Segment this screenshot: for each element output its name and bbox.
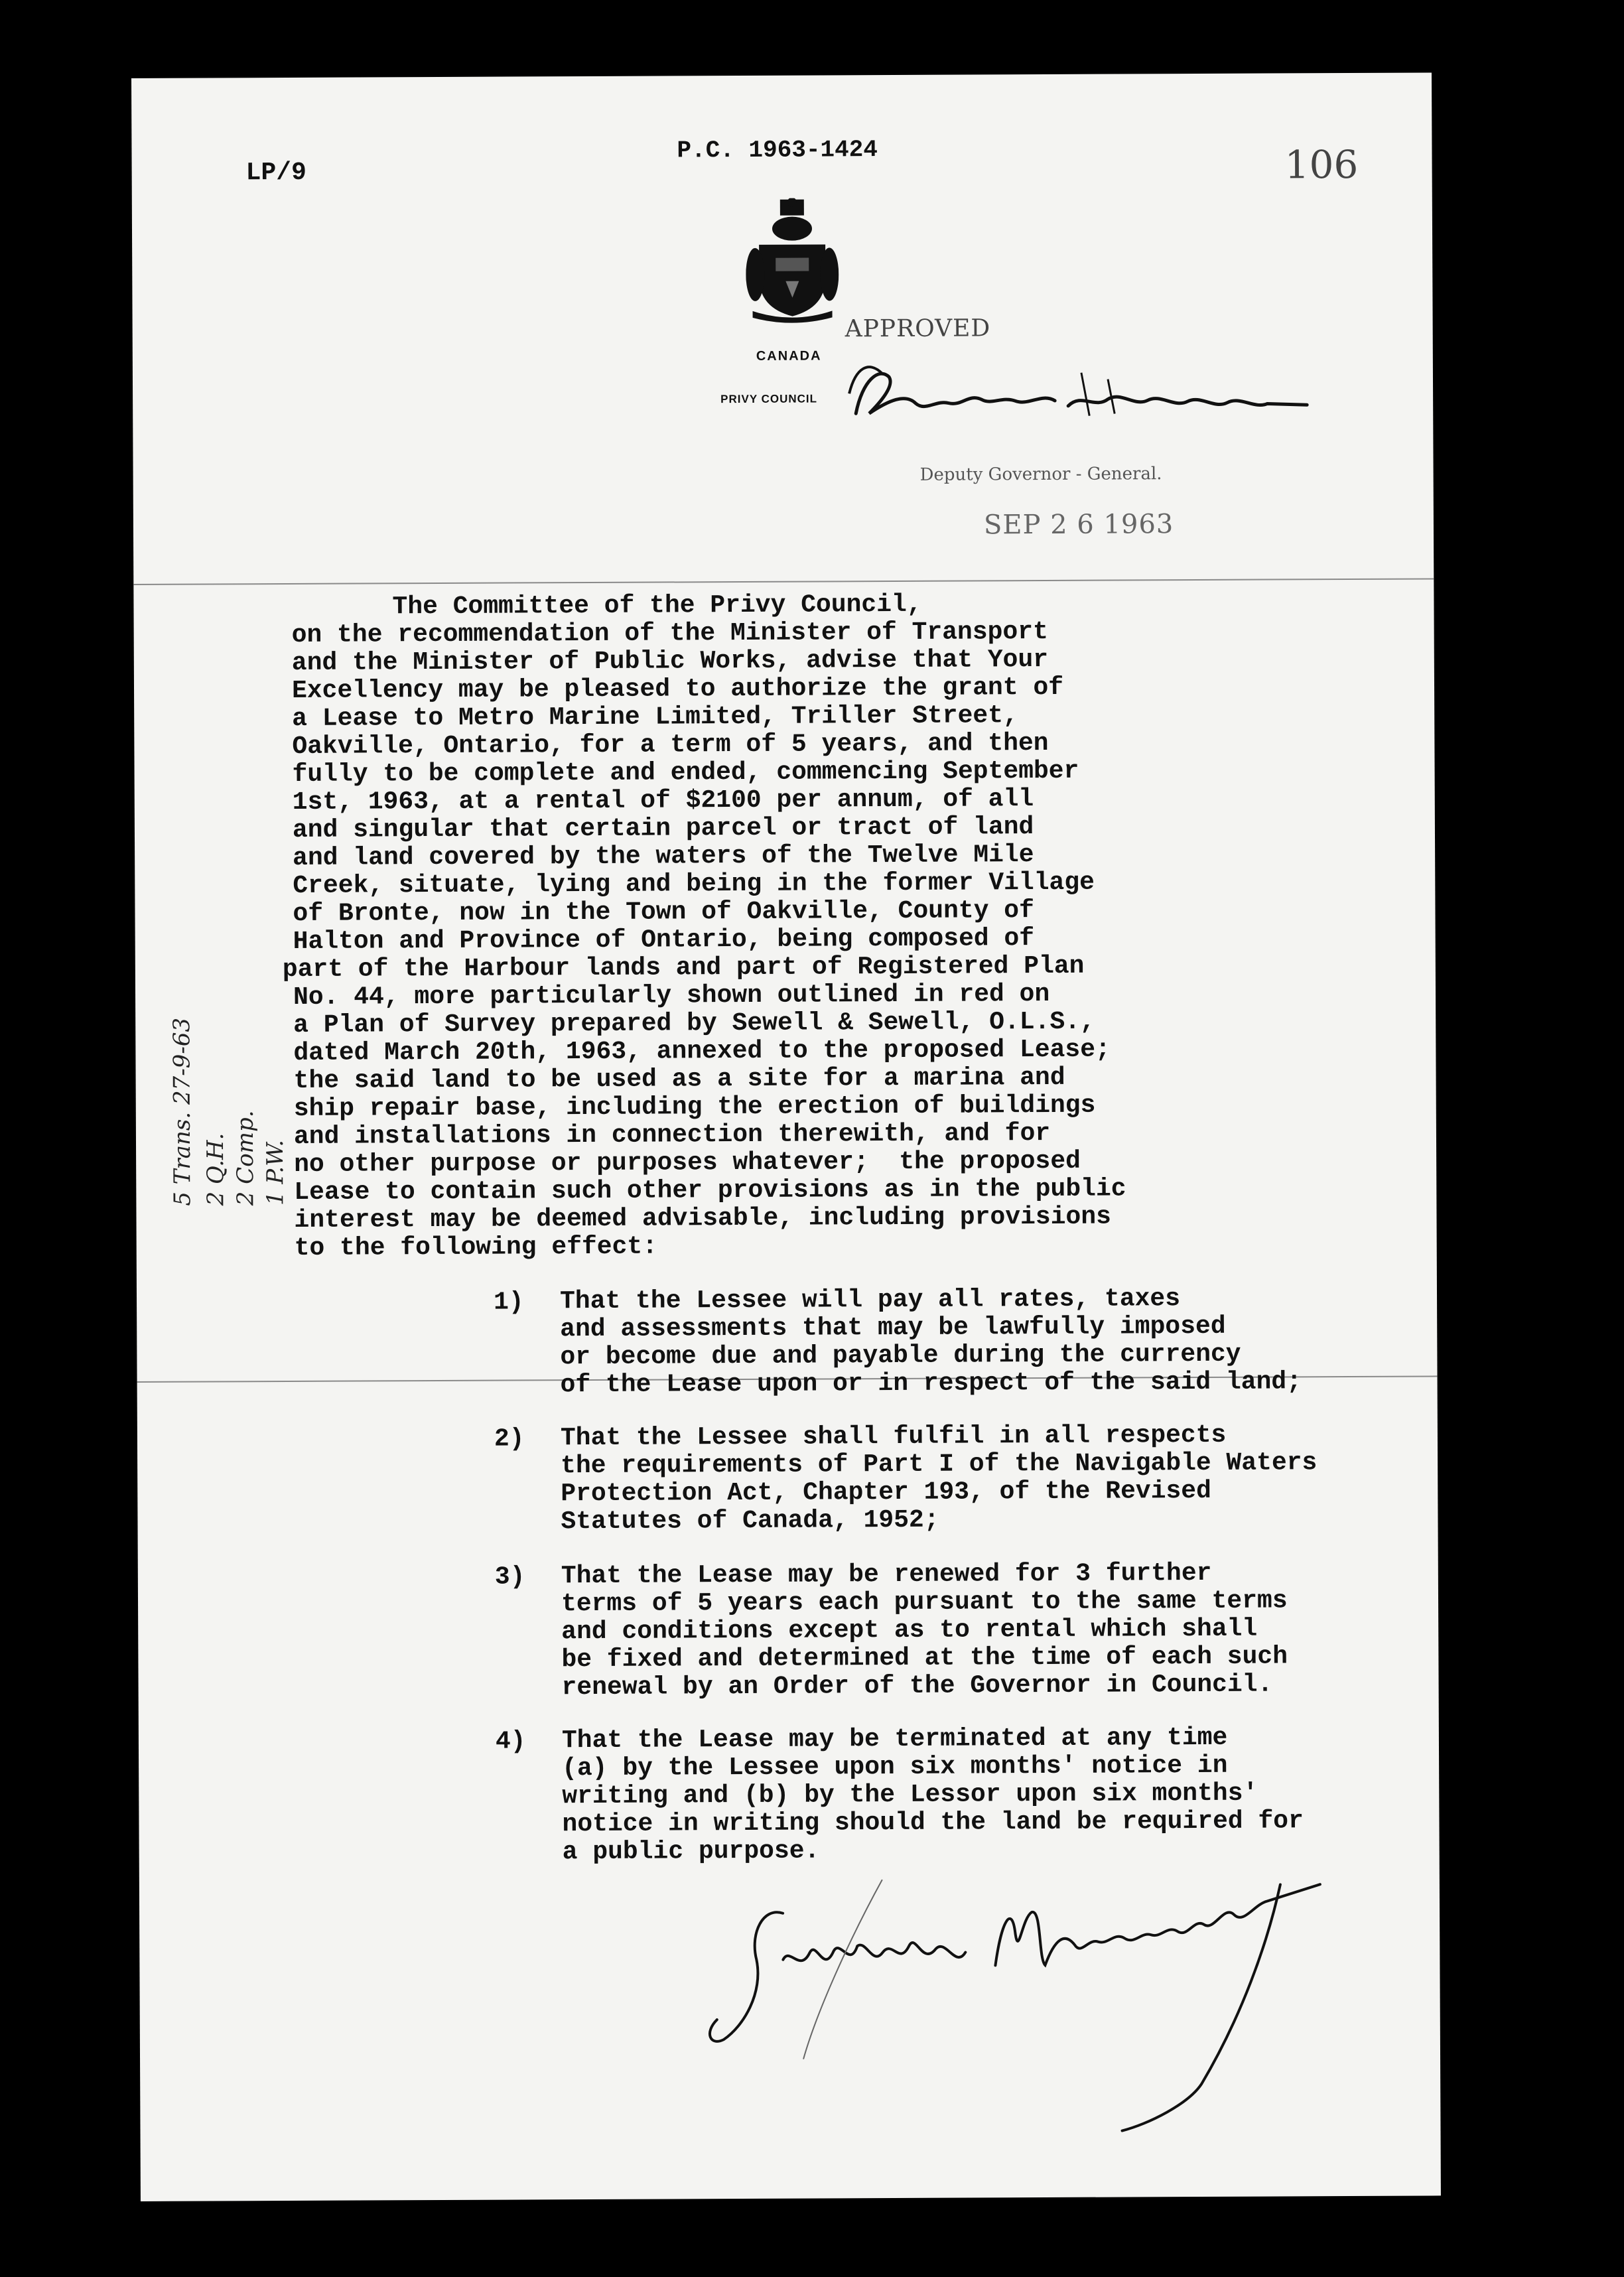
approval-date-stamp: SEP 2 6 1963 [983, 509, 1174, 541]
approved-stamp: APPROVED [845, 314, 991, 343]
body-line: the said land to be used as a site for a marina and [293, 1063, 1065, 1095]
deputy-governor-title: Deputy Governor - General. [919, 464, 1162, 485]
body-line: and land covered by the waters of the Twelve Mile [293, 841, 1034, 872]
body-line: 1st, 1963, at a rental of $2100 per annum, of all [292, 785, 1034, 817]
provision-number: 4) [495, 1727, 526, 1756]
margin-note-line: 5 Trans. 27-9-63 [169, 1017, 196, 1206]
provision-line: notice in writing should the land be required for [562, 1807, 1304, 1839]
provision-line: terms of 5 years each pursuant to the same terms [561, 1586, 1288, 1619]
body-line: to the following effect: [294, 1232, 658, 1263]
provision-line: or become due and payable during the currency [560, 1340, 1241, 1372]
body-line: The Committee of the Privy Council, [392, 590, 922, 622]
body-line: Creek, situate, lying and being in the former Village [293, 868, 1095, 900]
body-line: no other purpose or purposes whatever; the proposed [294, 1146, 1081, 1179]
body-line: Oakville, Ontario, for a term of 5 years, and then [292, 728, 1049, 761]
file-code: LP/9 [245, 158, 306, 188]
body-line: part of the Harbour lands and part of Registered Plan [282, 951, 1085, 985]
provision-line: (a) by the Lessee upon six months' notice in [562, 1751, 1228, 1783]
body-line: Halton and Province of Ontario, being composed of [293, 924, 1035, 956]
body-line: a Lease to Metro Marine Limited, Triller Street, [292, 701, 1018, 733]
provision-line: be fixed and determined at the time of each such [561, 1642, 1288, 1675]
body-line: and installations in connection therewith, and for [293, 1119, 1051, 1151]
provision-number: 2) [494, 1424, 525, 1454]
body-line: Excellency may be pleased to authorize the grant of [291, 673, 1064, 705]
body-line: No. 44, more particularly shown outlined in red on [293, 979, 1050, 1012]
provision-line: renewal by an Order of the Governor in Council. [561, 1670, 1273, 1702]
provision-line: That the Lessee will pay all rates, taxes [559, 1284, 1181, 1316]
order-number: P.C. 1963-1424 [677, 136, 878, 165]
margin-note-line: 1 P.W. [261, 1139, 289, 1206]
body-line: dated March 20th, 1963, annexed to the proposed Lease; [293, 1035, 1111, 1068]
document-page [131, 72, 1441, 2201]
body-line: a Plan of Survey prepared by Sewell & Sewell, O.L.S., [293, 1007, 1095, 1040]
provision-number: 3) [494, 1562, 525, 1592]
provision-line: Statutes of Canada, 1952; [561, 1505, 939, 1537]
provision-number: 1) [493, 1288, 524, 1317]
provision-line: of the Lease upon or in respect of the said land; [560, 1367, 1302, 1400]
provision-line: and conditions except as to rental which shall [561, 1614, 1258, 1647]
body-line: on the recommendation of the Minister of Transport [291, 617, 1048, 650]
provision-line: Protection Act, Chapter 193, of the Revised [561, 1476, 1211, 1509]
deputy-governor-signature [843, 352, 1347, 447]
minister-signature [683, 1858, 1348, 2146]
body-line: ship repair base, including the erection of buildings [293, 1091, 1096, 1123]
body-line: and the Minister of Public Works, advise that Your [291, 645, 1049, 677]
provision-line: and assessments that may be lawfully imposed [560, 1312, 1226, 1344]
provision-line: a public purpose. [562, 1836, 820, 1867]
provision-line: the requirements of Part I of the Navigable Waters [561, 1448, 1318, 1481]
provision-line: That the Lease may be terminated at any time [561, 1723, 1228, 1756]
crest-office-label: PRIVY COUNCIL [720, 392, 818, 406]
provision-line: That the Lessee shall fulfil in all respects [560, 1420, 1227, 1453]
fold-line [133, 578, 1434, 585]
body-line: Lease to contain such other provisions as in the public [294, 1174, 1126, 1207]
provision-line: That the Lease may be renewed for 3 further [561, 1558, 1212, 1591]
provision-line: writing and (b) by the Lessor upon six months' [562, 1779, 1258, 1811]
body-line: interest may be deemed advisable, including provisions [294, 1202, 1112, 1235]
margin-note-line: 2 Comp. [232, 1110, 259, 1206]
page-number: 106 [1284, 141, 1359, 188]
body-line: fully to be complete and ended, commencing September [292, 756, 1079, 789]
body-line: and singular that certain parcel or tract of land [292, 813, 1034, 845]
body-line: of Bronte, now in the Town of Oakville, County of [293, 896, 1034, 928]
canada-coat-of-arms-icon [746, 198, 839, 324]
margin-note-line: 2 Q.H. [202, 1133, 230, 1206]
crest-country-label: CANADA [756, 348, 822, 364]
